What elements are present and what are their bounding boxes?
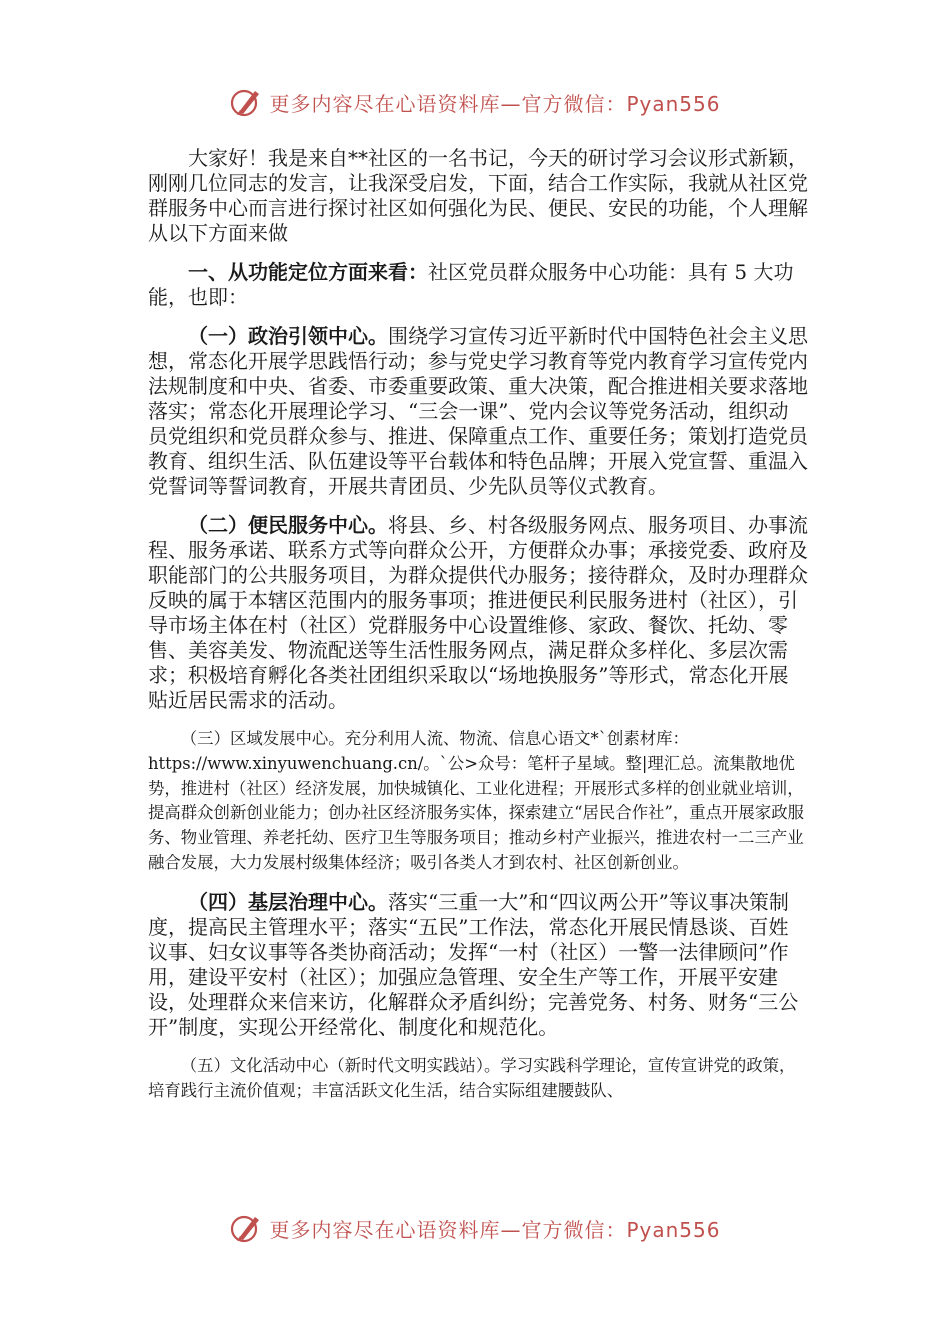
pen-nib-logo-icon bbox=[229, 1211, 263, 1245]
political-center-heading: （一）政治引领中心。 bbox=[188, 324, 388, 348]
governance-center-text: 落实“三重一大”和“四议两公开”等议事决策制度，提高民主管理水平；落实“五民”工作法，常态化开展民情恳谈、百姓议事、妇女议事等各类协商活动；发挥“一村（社区）一警一法律顾问”作用，建设平安村（社区）；加强应急管理、安全生产等工作，开展平安建设，处理群众来信来访，化解群众矛盾纠纷；完善党务、村务、财务“三公开”制度，实现公开经常化、制度化和规范化。 bbox=[148, 889, 799, 1039]
service-center-paragraph bbox=[148, 513, 808, 713]
document-body bbox=[148, 146, 808, 1117]
service-center-text: 将县、乡、村各级服务网点、服务项目、办事流程、服务承诺、联系方式等向群众公开，方便群众办事；承接党委、政府及职能部门的公共服务项目，为群众提供代办服务；接待群众，及时办理群众反映的属于本辖区范围内的服务事项；推进便民利民服务进村（社区），引导市场主体在村（社区）党群服务中心设置维修、家政、餐饮、托幼、零售、美容美发、物流配送等生活性服务网点，满足群众多样化、多层次需求；积极培育孵化各类社团组织采取以“场地换服务”等形式，常态化开展贴近居民需求的活动。 bbox=[148, 513, 808, 712]
header-watermark-banner bbox=[0, 82, 950, 122]
section-one-paragraph bbox=[148, 260, 808, 310]
intro-paragraph: 大家好！我是来自**社区的一名书记，今天的研讨学习会议形式新颖，刚刚几位同志的发言，让我深受启发，下面，结合工作实际，我就从社区党群服务中心而言进行探讨社区如何强化为民、便民、安民的功能，个人理解从以下方面来做 bbox=[148, 146, 808, 245]
section-one-heading: 一、从功能定位方面来看： bbox=[188, 260, 428, 284]
footer-watermark-banner bbox=[0, 1208, 950, 1248]
development-center-paragraph: （三）区域发展中心。充分利用人流、物流、信息心语文*`创素材库：https://www.xinyuwenchuang.cn/。`公>众号：笔杆子星域。整|理汇总。流集散地优势，推进村（社区）经济发展，加快城镇化、工业化进程；开展形式多样的创业就业培训，提高群众创新创业能力；创办社区经济服务实体，探索建立“居民合作社”，重点开展家政服务、物业管理、养老托幼、医疗卫生等服务项目；推动乡村产业振兴，推进农村一二三产业融合发展，大力发展村级集体经济；吸引各类人才到农村、社区创新创业。 bbox=[148, 729, 804, 872]
political-center-paragraph bbox=[148, 324, 808, 499]
governance-center-paragraph bbox=[148, 890, 808, 1040]
service-center-heading: （二）便民服务中心。 bbox=[188, 513, 388, 537]
governance-center-heading: （四）基层治理中心。 bbox=[188, 889, 388, 914]
pen-nib-logo-icon bbox=[229, 85, 263, 119]
culture-center-paragraph: （五）文化活动中心（新时代文明实践站）。学习实践科学理论，宣传宣讲党的政策，培育践行主流价值观；丰富活跃文化生活，结合实际组建腰鼓队、 bbox=[148, 1055, 796, 1100]
political-center-text: 围绕学习宣传习近平新时代中国特色社会主义思想，常态化开展学思践悟行动；参与党史学习教育等党内教育学习宣传党内法规制度和中央、省委、市委重要政策、重大决策，配合推进相关要求落地落实；常态化开展理论学习、“三会一课”、党内会议等党务活动，组织动员党组织和党员群众参与、推进、保障重点工作、重要任务；策划打造党员教育、组织生活、队伍建设等平台载体和特色品牌；开展入党宣誓、重温入党誓词等誓词教育，开展共青团员、少先队员等仪式教育。 bbox=[148, 324, 808, 498]
footer-banner-text: 更多内容尽在心语资料库—官方微信：Pyan556 bbox=[269, 1217, 721, 1242]
section-one-text: 社区党员群众服务中心功能：具有 5 大功能，也即： bbox=[148, 260, 794, 309]
header-banner-text: 更多内容尽在心语资料库—官方微信：Pyan556 bbox=[269, 91, 721, 116]
